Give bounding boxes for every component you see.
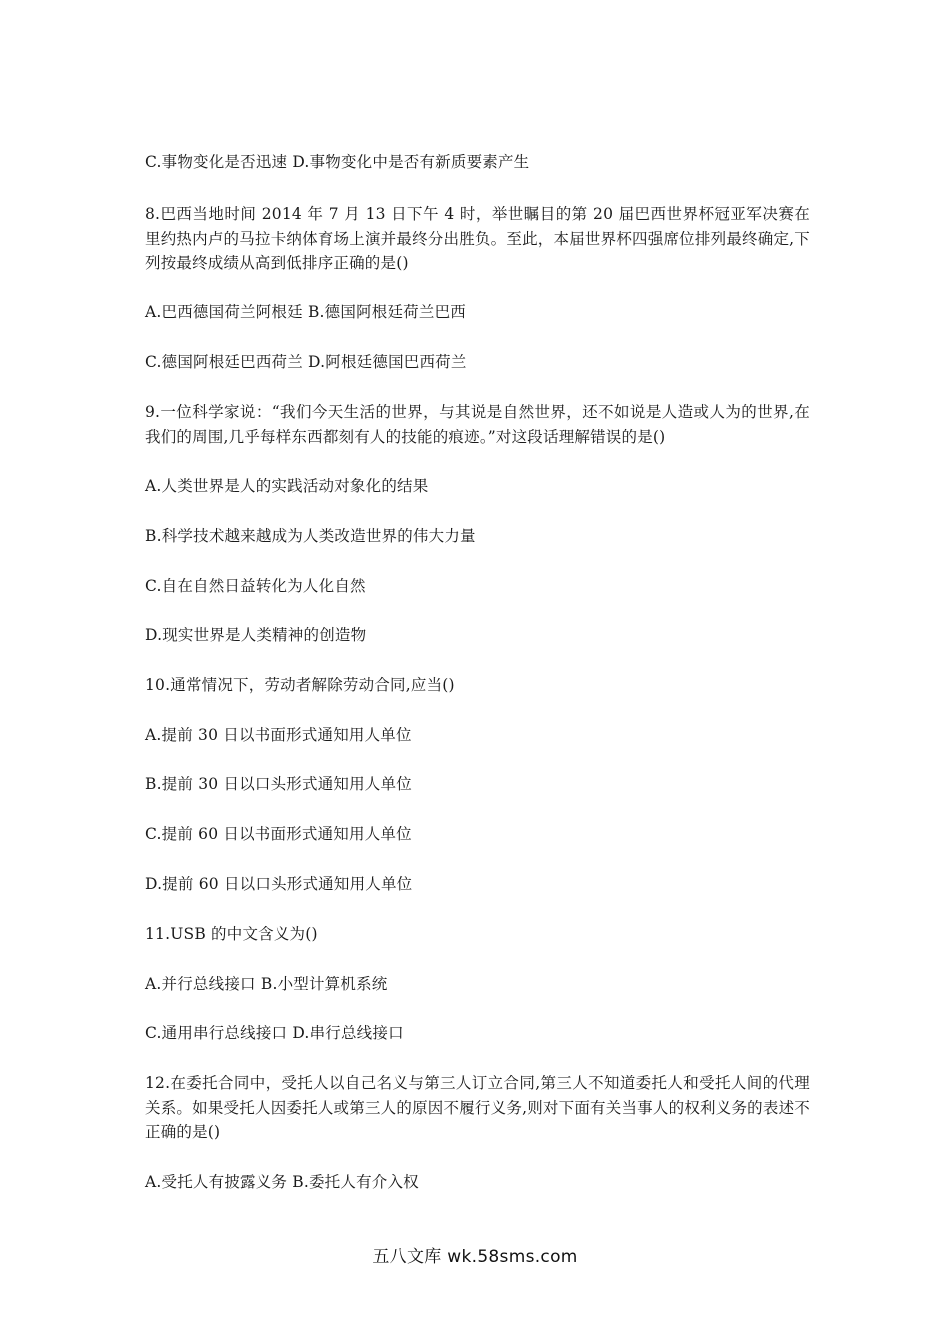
- q8-options-ab: A.巴西德国荷兰阿根廷 B.德国阿根廷荷兰巴西: [145, 303, 466, 321]
- q11-options-ab: A.并行总线接口 B.小型计算机系统: [145, 975, 388, 993]
- q10-option-c: C.提前 60 日以书面形式通知用人单位: [145, 825, 412, 843]
- q11-options-cd: C.通用串行总线接口 D.串行总线接口: [145, 1024, 404, 1042]
- q8-options-cd: C.德国阿根廷巴西荷兰 D.阿根廷德国巴西荷兰: [145, 353, 467, 371]
- q12-stem: 12.在委托合同中，受托人以自己名义与第三人订立合同,第三人不知道委托人和受托人间的代理关系。如果受托人因委托人或第三人的原因不履行义务,则对下面有关当事人的权利义务的表述不正确的是(): [145, 1074, 810, 1141]
- q12-options-ab: A.受托人有披露义务 B.委托人有介入权: [145, 1173, 419, 1191]
- q9-option-c: C.自在自然日益转化为人化自然: [145, 577, 366, 595]
- q9-option-d: D.现实世界是人类精神的创造物: [145, 626, 367, 644]
- q7-options-cd: C.事物变化是否迅速 D.事物变化中是否有新质要素产生: [145, 153, 530, 171]
- q9-stem: 9.一位科学家说：“我们今天生活的世界，与其说是自然世界，还不如说是人造或人为的世界,在我们的周围,几乎每样东西都刻有人的技能的痕迹。”对这段话理解错误的是(): [145, 403, 810, 446]
- q11-stem: 11.USB 的中文含义为(): [145, 925, 318, 943]
- q10-option-b: B.提前 30 日以口头形式通知用人单位: [145, 775, 412, 793]
- q10-stem: 10.通常情况下，劳动者解除劳动合同,应当(): [145, 676, 455, 694]
- q9-option-a: A.人类世界是人的实践活动对象化的结果: [145, 477, 429, 495]
- q9-option-b: B.科学技术越来越成为人类改造世界的伟大力量: [145, 527, 476, 545]
- q8-stem: 8.巴西当地时间 2014 年 7 月 13 日下午 4 时，举世瞩目的第 20 届巴西世界杯冠亚军决赛在里约热内卢的马拉卡纳体育场上演并最终分出胜负。至此，本届世界杯四强席位排列最终确定,下列按最终成绩从高到低排序正确的是(): [145, 205, 810, 272]
- q10-option-a: A.提前 30 日以书面形式通知用人单位: [145, 726, 412, 744]
- footer-watermark: 五八文库 wk.58sms.com: [372, 1247, 578, 1267]
- q10-option-d: D.提前 60 日以口头形式通知用人单位: [145, 875, 413, 893]
